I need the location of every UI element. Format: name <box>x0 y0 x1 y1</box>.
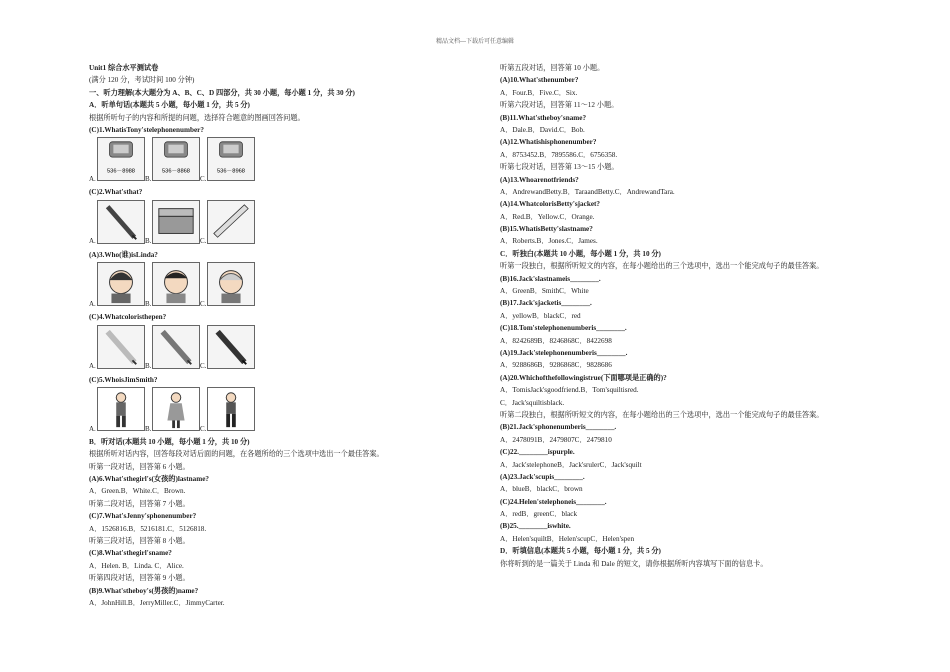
options-line: C．Jack'squiltisblack. <box>500 398 565 407</box>
options-line: A．TomisJack'sgoodfriend.B．Tom'squiltisred. <box>500 386 639 395</box>
section-c-heading: C．听独白(本题共 10 小题，每小题 1 分，共 10 分) <box>500 249 661 258</box>
options-line: A．redB．greenC．black <box>500 510 578 519</box>
options-line: A．Helen'squiltB．Helen'scupC．Helen'spen <box>500 534 635 543</box>
text-line: 听第七段对话，回答第 13～15 小题。 <box>500 163 619 172</box>
question-6-options: A．Green.B．White.C．Brown. <box>89 487 186 496</box>
option-label-c: C. <box>200 424 207 433</box>
dialogue-2-intro: 听第二段对话，回答第 7 小题。 <box>89 499 190 508</box>
page-header: 精品文档---下载后可任意编辑 <box>436 39 514 45</box>
options-line: A．GreenB．SmithC．White <box>500 287 589 296</box>
question-line: (B)15.WhatisBetty'slastname? <box>500 225 593 234</box>
options-line: A．AndrewandBetty.B．TaraandBetty.C．AndrewandTara. <box>500 187 675 196</box>
options-line: A．Jack'stelephoneB．Jack'srulerC．Jack'squilt <box>500 460 642 469</box>
question-8-options: A．Helen. B．Linda. C．Alice. <box>89 561 184 570</box>
question-line: (C)22.________ispurple. <box>500 448 575 457</box>
question-line: (A)10.What'sthenumber? <box>500 76 579 85</box>
boy-picture <box>152 262 200 306</box>
question-9-options: A．JohnHill.B．JerryMiller.C．JimmyCarter. <box>89 598 225 607</box>
question-3: (A)3.Who(谁)isLinda? <box>89 250 158 259</box>
q1-image-row <box>89 136 469 186</box>
section-b-instructions: 根据所听对话内容，回答每段对话后面的问题，在各题所给的三个选项中选出一个最佳答案。 <box>89 450 384 459</box>
question-6: (A)6.What'sthegirl's(女孩的)lastname? <box>89 475 209 484</box>
text-line: 你将听到的是一篇关于 Linda 和 Dale 的短文，请你根据所听内容填写下面的信息卡。 <box>500 559 768 568</box>
text-line: 听第六段对话，回答第 11～12 小题。 <box>500 101 619 110</box>
question-line: (B)16.Jack'slastnameis________. <box>500 274 601 283</box>
pen-picture <box>207 325 255 369</box>
question-1: (C)1.WhatisTony'stelephonenumber? <box>89 125 204 134</box>
question-8: (C)8.What'sthegirl'sname? <box>89 549 172 558</box>
pen-picture <box>152 325 200 369</box>
options-line: A．8753452.B．7895586.C．6756358. <box>500 150 618 159</box>
question-line: (A)19.Jack'stelephonenumberis________. <box>500 348 628 357</box>
left-column <box>89 62 469 609</box>
option-label-b: B. <box>145 299 152 308</box>
options-line: A．yellowB．blackC．red <box>500 311 581 320</box>
options-line: A．Roberts.B．Jones.C．James. <box>500 237 598 246</box>
section-d-heading: D．听填信息(本题共 5 小题，每小题 1 分，共 5 分) <box>500 547 661 556</box>
part-heading: 一、听力理解(本大题分为 A、B、C、D 四部分，共 30 小题，每小题 1 分，共 30 分) <box>89 88 355 97</box>
question-line: (A)14.WhatcolorisBetty'sjacket? <box>500 200 601 209</box>
option-label-b: B. <box>145 424 152 433</box>
dialogue-3-intro: 听第三段对话，回答第 8 小题。 <box>89 537 190 546</box>
options-line: A．Red.B．Yellow.C．Orange. <box>500 212 595 221</box>
grandmother-picture <box>207 262 255 306</box>
options-line: A．blueB．blackC．brown <box>500 485 583 494</box>
q4-image-row <box>89 324 469 374</box>
options-line: A．9288686B．9286868C．9828686 <box>500 361 612 370</box>
question-line: (B)17.Jack'sjacketis________. <box>500 299 592 308</box>
question-line: (C)24.Helen'stelephoneis________. <box>500 497 607 506</box>
right-column <box>500 62 900 570</box>
q5-image-row <box>89 386 469 436</box>
text-line: 听第一段独白，根据所听短文的内容，在每小题给出的三个选项中，选出一个能完成句子的最佳答案。 <box>500 262 824 271</box>
option-label-a: A. <box>89 424 96 433</box>
option-label-c: C. <box>200 174 207 183</box>
option-label-c: C. <box>200 362 207 371</box>
phone-number-label: 536－8868 <box>162 168 190 175</box>
option-label-a: A. <box>89 174 96 183</box>
question-7: (C)7.What'sJenny'sphonenumber? <box>89 512 197 521</box>
doc-subtitle: (满分 120 分，考试时间 100 分钟) <box>89 76 195 85</box>
doc-title: Unit1 综合水平测试卷 <box>89 64 159 72</box>
pen-picture <box>97 200 145 244</box>
phone-number-label: 536－8988 <box>107 168 135 175</box>
telephone-picture-a <box>97 137 145 181</box>
option-label-a: A. <box>89 362 96 371</box>
options-line: A．Four.B．Five.C．Six. <box>500 88 578 97</box>
pencil-box-picture <box>152 200 200 244</box>
question-line: (B)25.________iswhite. <box>500 522 571 531</box>
q3-image-row <box>89 261 469 311</box>
question-line: (B)21.Jack'sphonenumberis________. <box>500 423 617 432</box>
telephone-picture-c <box>207 137 255 181</box>
options-line: A．2478091B．2479807C．2479810 <box>500 435 612 444</box>
text-line: 听第二段独白，根据所听短文的内容，在每小题给出的三个选项中，选出一个能完成句子的最佳答案。 <box>500 410 824 419</box>
question-7-options: A．1526816.B．5216181.C．5126818. <box>89 524 207 533</box>
question-line: (A)20.Whichofthefollowingistrue(下面哪项是正确的)? <box>500 373 667 382</box>
options-line: A．8242689B．8246868C．8422698 <box>500 336 612 345</box>
man-picture <box>97 387 145 431</box>
telephone-picture-b <box>152 137 200 181</box>
ruler-picture <box>207 200 255 244</box>
option-label-a: A. <box>89 237 96 246</box>
pen-picture <box>97 325 145 369</box>
question-4: (C)4.Whatcoloristhepen? <box>89 313 167 322</box>
option-label-b: B. <box>145 362 152 371</box>
option-label-b: B. <box>145 174 152 183</box>
option-label-b: B. <box>145 237 152 246</box>
dialogue-4-intro: 听第四段对话，回答第 9 小题。 <box>89 574 190 583</box>
options-line: A．Dale.B．David.C．Bob. <box>500 125 585 134</box>
question-line: (A)23.Jack'scupis________. <box>500 472 585 481</box>
question-2: (C)2.What'sthat? <box>89 188 143 197</box>
question-5: (C)5.WhoisJimSmith? <box>89 375 158 384</box>
text-line: 听第五段对话，回答第 10 小题。 <box>500 64 605 72</box>
question-9: (B)9.What'stheboy's(男孩的)name? <box>89 586 199 595</box>
section-b-heading: B．听对话(本题共 10 小题，每小题 1 分，共 10 分) <box>89 437 250 446</box>
option-label-c: C. <box>200 237 207 246</box>
section-a-heading: A．听单句话(本题共 5 小题，每小题 1 分，共 5 分) <box>89 101 250 110</box>
question-line: (C)18.Tom'stelephonenumberis________. <box>500 324 627 333</box>
section-a-instructions: 根据所听句子的内容和所提的问题，选择符合题意的图画回答问题。 <box>89 113 305 122</box>
q2-image-row <box>89 199 469 249</box>
question-line: (A)13.Whoarenotfriends? <box>500 175 579 184</box>
option-label-c: C. <box>200 299 207 308</box>
question-line: (A)12.Whatishisphonenumber? <box>500 138 597 147</box>
boy-picture <box>207 387 255 431</box>
phone-number-label: 536－8968 <box>217 168 245 175</box>
girl-picture <box>97 262 145 306</box>
dialogue-1-intro: 听第一段对话，回答第 6 小题。 <box>89 462 190 471</box>
question-line: (B)11.What'stheboy'sname? <box>500 113 587 122</box>
option-label-a: A. <box>89 299 96 308</box>
woman-picture <box>152 387 200 431</box>
